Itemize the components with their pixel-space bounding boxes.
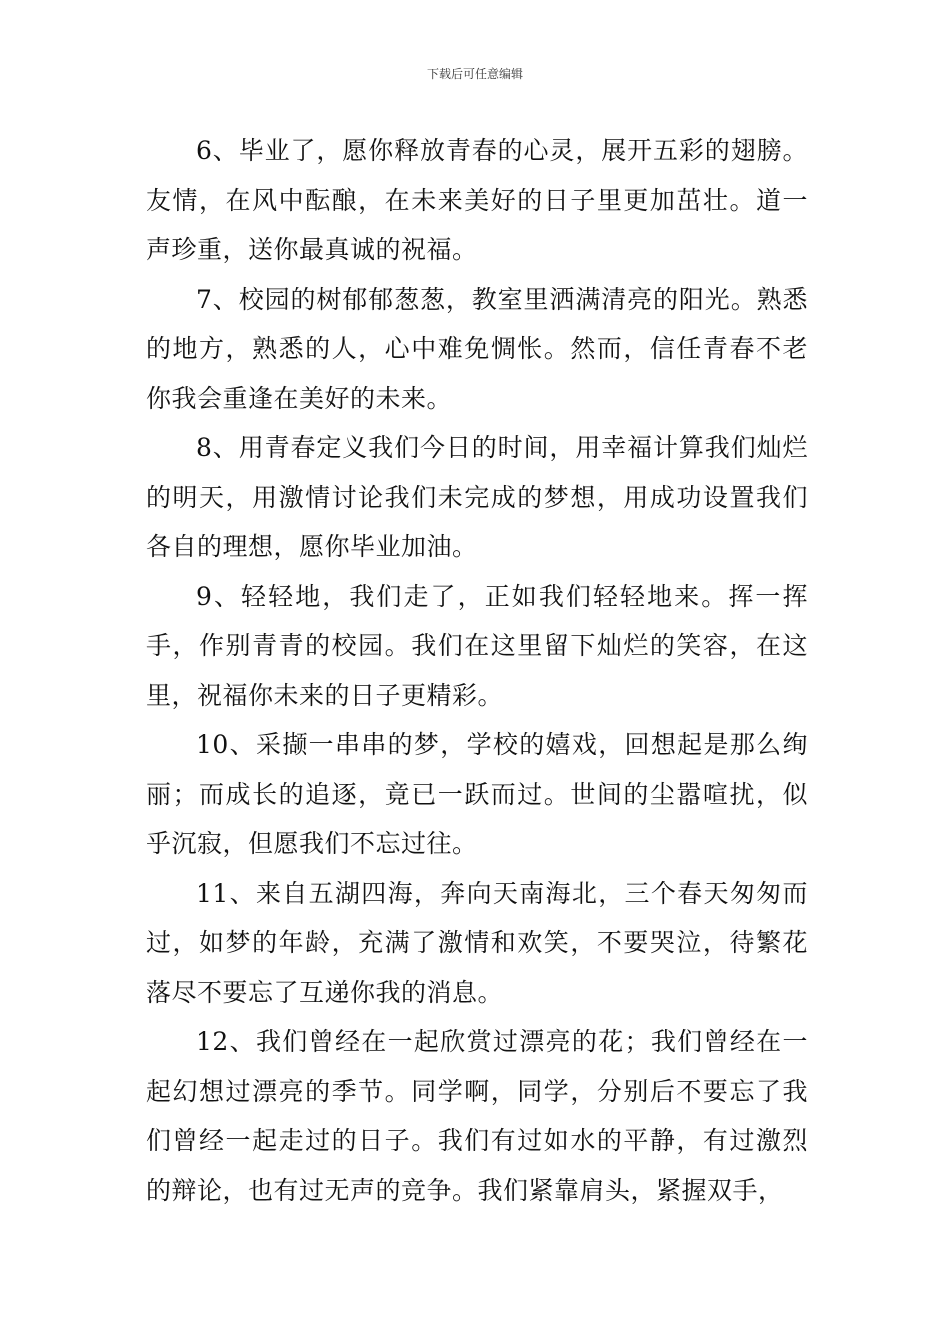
paragraph-12: 12、我们曾经在一起欣赏过漂亮的花；我们曾经在一起幻想过漂亮的季节。同学啊，同学，分别后不要忘了我们曾经一起走过的日子。我们有过如水的平静，有过激烈的辩论，也有过无声的竞争。我们紧靠肩头，紧握双手， bbox=[146, 1027, 808, 1205]
paragraph-8: 8、用青春定义我们今日的时间，用幸福计算我们灿烂的明天，用激情讨论我们未完成的梦想，用成功设置我们各自的理想，愿你毕业加油。 bbox=[146, 433, 808, 561]
paragraph-9: 9、轻轻地，我们走了，正如我们轻轻地来。挥一挥手，作别青青的校园。我们在这里留下灿烂的笑容，在这里，祝福你未来的日子更精彩。 bbox=[146, 581, 808, 710]
document-body bbox=[146, 126, 808, 1215]
paragraph-7: 7、校园的树郁郁葱葱，教室里洒满清亮的阳光。熟悉的地方，熟悉的人，心中难免惆怅。然而，信任青春不老你我会重逢在美好的未来。 bbox=[146, 284, 808, 413]
paragraph-10: 10、采撷一串串的梦，学校的嬉戏，回想起是那么绚丽；而成长的追逐，竟已一跃而过。世间的尘嚣喧扰，似乎沉寂，但愿我们不忘过往。 bbox=[146, 730, 808, 858]
paragraph-6: 6、毕业了，愿你释放青春的心灵，展开五彩的翅膀。友情，在风中酝酿，在未来美好的日子里更加茁壮。道一声珍重，送你最真诚的祝福。 bbox=[146, 136, 808, 264]
paragraph-11: 11、来自五湖四海，奔向天南海北，三个春天匆匆而过，如梦的年龄，充满了激情和欢笑，不要哭泣，待繁花落尽不要忘了互递你我的消息。 bbox=[146, 878, 808, 1007]
page-header: 下载后可任意编辑 bbox=[426, 67, 523, 81]
